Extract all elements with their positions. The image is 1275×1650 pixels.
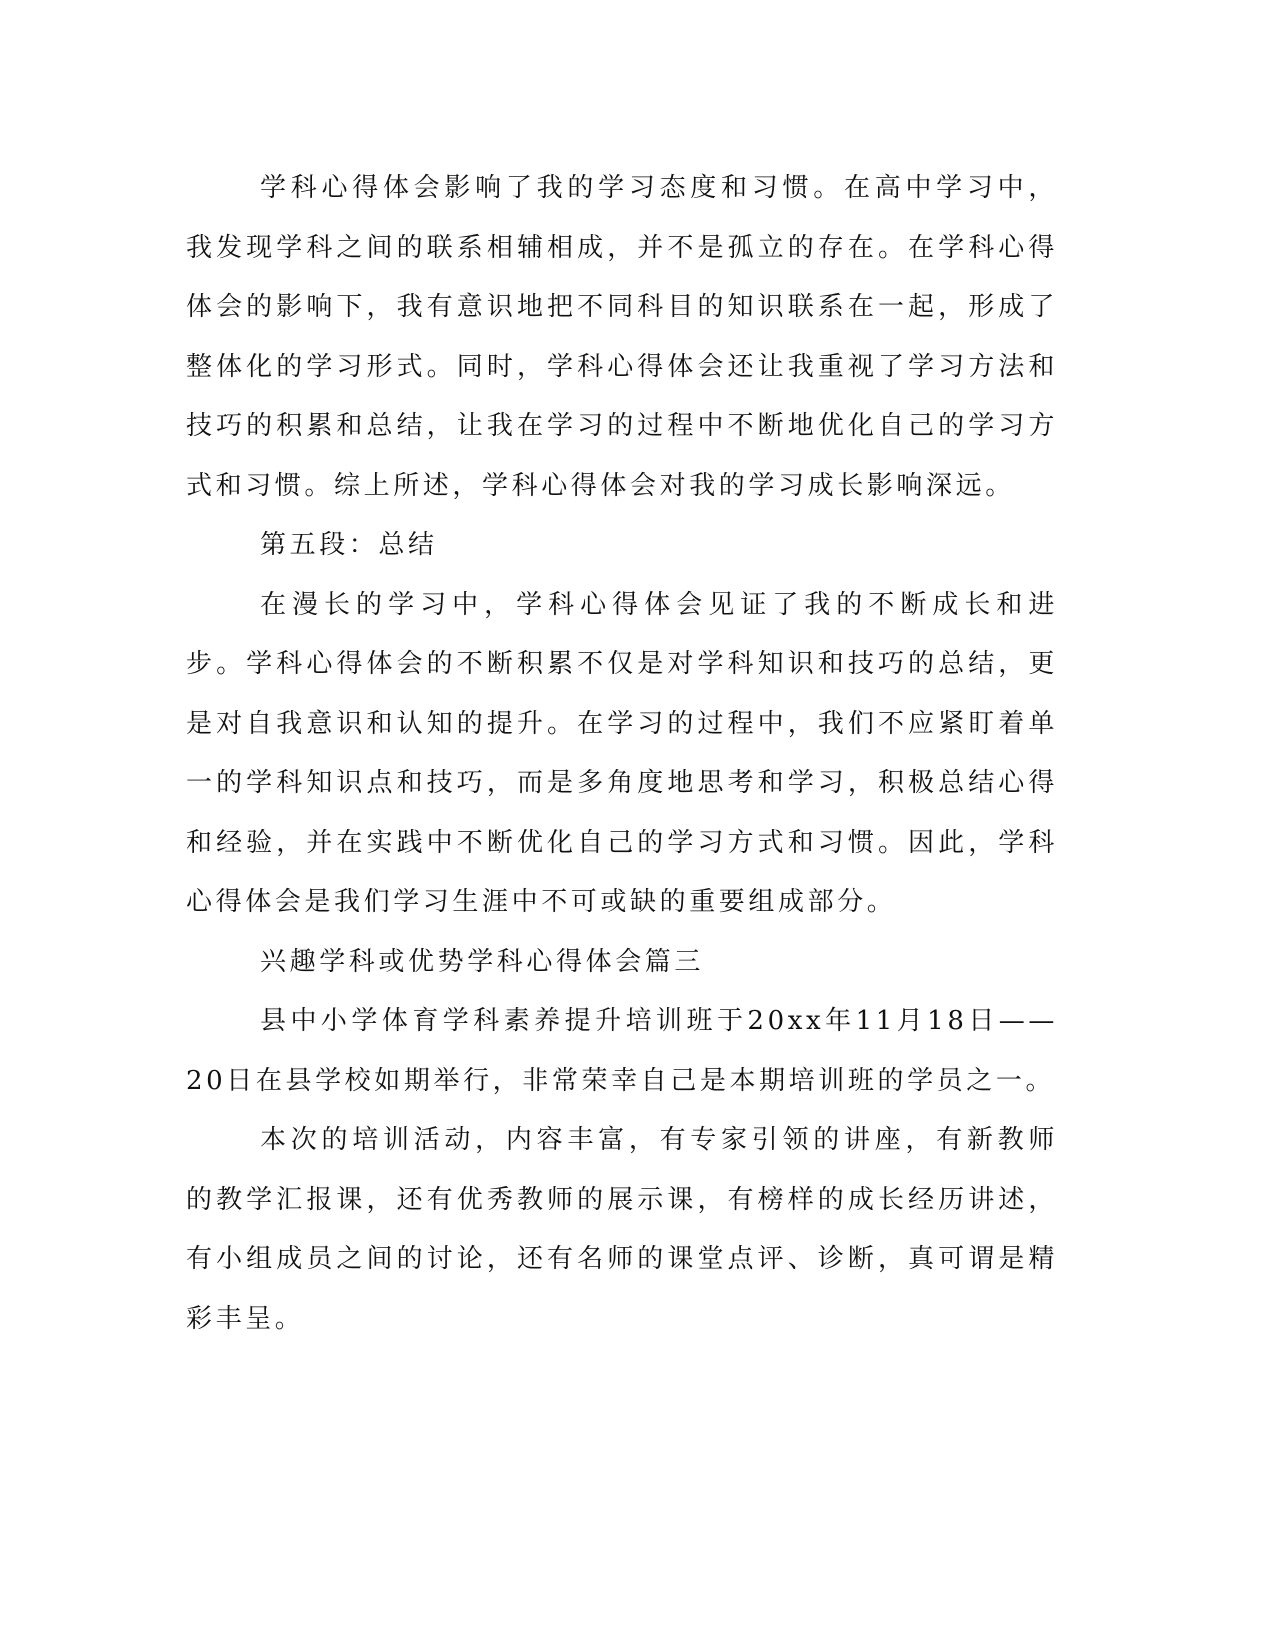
paragraph-learning-habits: 学科心得体会影响了我的学习态度和习惯。在高中学习中，我发现学科之间的联系相辅相成，并不是孤立的存在。在学科心得体会的影响下，我有意识地把不同科目的知识联系在一起，形成了整体化的学习形式。同时，学科心得体会还让我重视了学习方法和技巧的积累和总结，让我在学习的过程中不断地优化自己的学习方式和习惯。综上所述，学科心得体会对我的学习成长影响深远。: [186, 173, 1058, 501]
document-body: [186, 159, 1058, 1349]
section-heading-part-three: 兴趣学科或优势学科心得体会篇三: [260, 946, 705, 977]
paragraph-summary: 在漫长的学习中，学科心得体会见证了我的不断成长和进步。学科心得体会的不断积累不仅是对学科知识和技巧的总结，更是对自我意识和认知的提升。在学习的过程中，我们不应紧盯着单一的学科知识点和技巧，而是多角度地思考和学习，积极总结心得和经验，并在实践中不断优化自己的学习方式和习惯。因此，学科心得体会是我们学习生涯中不可或缺的重要组成部分。: [186, 589, 1058, 917]
paragraph-training-class: 县中小学体育学科素养提升培训班于20xx年11月18日——20日在县学校如期举行，非常荣幸自己是本期培训班的学员之一。: [186, 1006, 1058, 1096]
section-heading-summary: 第五段：总结: [260, 530, 438, 560]
paragraph-training-activities: 本次的培训活动，内容丰富，有专家引领的讲座，有新教师的教学汇报课，还有优秀教师的展示课，有榜样的成长经历讲述，有小组成员之间的讨论，还有名师的课堂点评、诊断，真可谓是精彩丰呈。: [186, 1125, 1058, 1334]
